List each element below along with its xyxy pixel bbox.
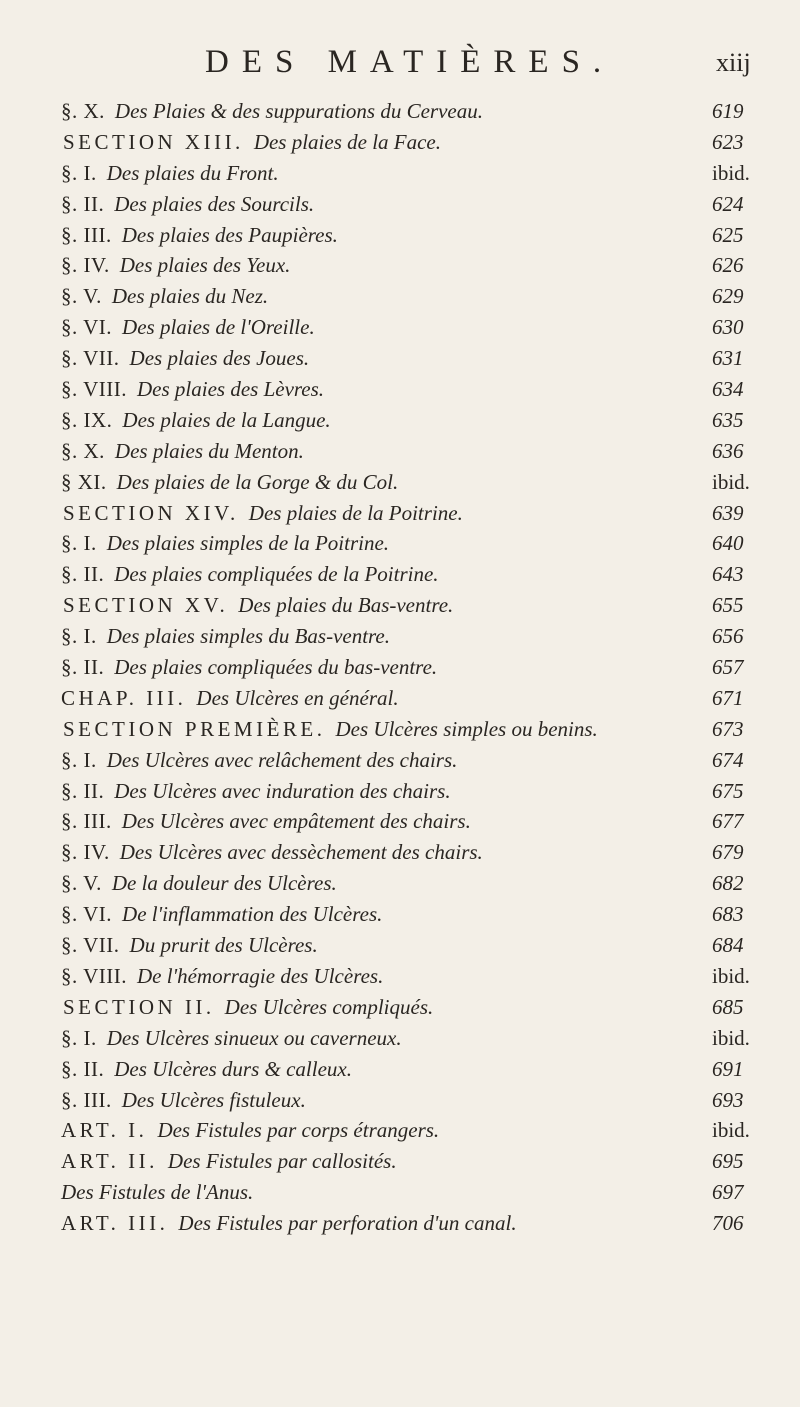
toc-entry: [0, 281, 800, 312]
entry-page-number: ibid.: [712, 963, 750, 988]
entry-number: ART. III.: [61, 1211, 169, 1236]
toc-entry: [0, 1054, 800, 1085]
entry-title: Des plaies des Joues.: [129, 346, 310, 371]
entry-page-number: 671: [712, 685, 744, 710]
entry-title: Des plaies des Yeux.: [119, 253, 291, 278]
entry-number: CHAP. III.: [61, 685, 187, 710]
entry-number: §. II.: [61, 562, 105, 587]
toc-entry: [0, 1085, 800, 1116]
toc-entry: [0, 528, 800, 559]
toc-entry: [0, 1177, 800, 1208]
entry-page-number: 673: [712, 716, 744, 741]
entry-number: §. VIII.: [61, 377, 128, 402]
toc-entry: [0, 343, 800, 374]
entry-page-number: 683: [712, 902, 744, 927]
entry-title: Des Ulcères durs & calleux.: [114, 1056, 352, 1081]
entry-page-number: 677: [712, 809, 744, 834]
entry-page-number: ibid.: [712, 469, 750, 494]
toc-entry: [0, 96, 800, 127]
entry-number: §. V.: [61, 871, 102, 896]
entry-page-number: 655: [712, 593, 744, 618]
entry-title: Des Fistules par perforation d'un canal.: [178, 1211, 517, 1236]
toc-entry: [0, 961, 800, 992]
entry-number: §. I.: [61, 531, 97, 556]
entry-title: Des Ulcères simples ou benins.: [335, 716, 598, 741]
entry-page-number: 657: [712, 655, 744, 680]
entry-number: SECTION XV.: [63, 593, 229, 618]
entry-title: De la douleur des Ulcères.: [111, 871, 337, 896]
entry-page-number: 695: [712, 1149, 744, 1174]
entry-title: Des plaies de la Poitrine.: [248, 500, 463, 525]
toc-entry: [0, 992, 800, 1023]
toc-entry: [0, 189, 800, 220]
entry-title: Des plaies du Front.: [106, 160, 279, 185]
entry-title: Des plaies du Bas-ventre.: [238, 593, 454, 618]
entry-page-number: 624: [712, 191, 744, 216]
entry-page-number: ibid.: [712, 1118, 750, 1143]
entry-page-number: 643: [712, 562, 744, 587]
toc-entry: [0, 405, 800, 436]
entry-title: Des Ulcères avec relâchement des chairs.: [106, 747, 458, 772]
toc-entry: [0, 776, 800, 807]
entry-page-number: 679: [712, 840, 744, 865]
entry-page-number: 693: [712, 1087, 744, 1112]
toc-entry: [0, 312, 800, 343]
entry-number: §. I.: [61, 624, 97, 649]
toc-entry: [0, 1208, 800, 1239]
entry-page-number: 639: [712, 500, 744, 525]
entry-page-number: 682: [712, 871, 744, 896]
entry-title: Des plaies compliquées de la Poitrine.: [114, 562, 439, 587]
entry-title: Des Fistules de l'Anus.: [61, 1180, 254, 1205]
entry-title: Des plaies des Sourcils.: [114, 191, 315, 216]
toc-entry: [0, 837, 800, 868]
entry-page-number: 636: [712, 438, 744, 463]
entry-number: §. X.: [61, 438, 105, 463]
entry-title: Des plaies de la Gorge & du Col.: [116, 469, 399, 494]
entry-number: SECTION PREMIÈRE.: [63, 716, 326, 741]
entry-title: Des Ulcères avec empâtement des chairs.: [121, 809, 471, 834]
toc-entry: [0, 374, 800, 405]
toc-entry: [0, 683, 800, 714]
entry-number: §. VI.: [61, 902, 113, 927]
toc-entry: [0, 868, 800, 899]
toc-entry: [0, 250, 800, 281]
toc-entry: [0, 621, 800, 652]
toc-entry: [0, 899, 800, 930]
entry-title: De l'hémorragie des Ulcères.: [137, 963, 384, 988]
entry-number: §. IV.: [61, 253, 110, 278]
toc-entry: [0, 467, 800, 498]
entry-page-number: 674: [712, 747, 744, 772]
entry-title: Du prurit des Ulcères.: [129, 933, 318, 958]
entry-title: Des Ulcères fistuleux.: [121, 1087, 306, 1112]
toc-entry: [0, 806, 800, 837]
entry-page-number: 619: [712, 99, 744, 123]
entry-number: §. III.: [61, 222, 112, 247]
entry-page-number: ibid.: [712, 1025, 750, 1050]
entry-number: §. I.: [61, 747, 97, 772]
toc-entry: [0, 127, 800, 158]
entry-title: Des Ulcères avec dessèchement des chairs.: [119, 840, 483, 865]
entry-title: Des Ulcères en général.: [196, 685, 399, 710]
entry-title: Des Ulcères avec induration des chairs.: [114, 778, 451, 803]
toc-entry: [0, 436, 800, 467]
toc-entry: [0, 158, 800, 189]
entry-page-number: 691: [712, 1056, 744, 1081]
entry-title: Des plaies de la Face.: [253, 129, 442, 154]
entry-number: §. X.: [61, 99, 105, 123]
entry-page-number: 656: [712, 624, 744, 649]
entry-number: SECTION II.: [63, 994, 215, 1019]
entry-number: § XI.: [61, 469, 107, 494]
entry-title: Des Plaies & des suppurations du Cerveau.: [114, 99, 483, 123]
toc-entry: [0, 652, 800, 683]
entry-number: §. I.: [61, 160, 97, 185]
entry-title: Des plaies du Menton.: [114, 438, 304, 463]
toc-entry: [0, 1023, 800, 1054]
toc-entry: [0, 745, 800, 776]
entry-number: §. IV.: [61, 840, 110, 865]
entry-number: §. II.: [61, 655, 105, 680]
entry-page-number: 634: [712, 377, 744, 402]
toc-entry: [0, 1146, 800, 1177]
toc-entry: [0, 220, 800, 251]
entry-title: Des Fistules par corps étrangers.: [157, 1118, 440, 1143]
toc-entry: [0, 559, 800, 590]
toc-entry: [0, 1115, 800, 1146]
entry-title: Des plaies simples de la Poitrine.: [106, 531, 390, 556]
entry-number: §. VII.: [61, 933, 120, 958]
table-of-contents: [0, 96, 800, 1239]
entry-title: De l'inflammation des Ulcères.: [122, 902, 383, 927]
entry-number: §. VI.: [61, 315, 113, 340]
entry-number: §. IX.: [61, 407, 113, 432]
entry-page-number: 630: [712, 315, 744, 340]
toc-entry: [0, 498, 800, 529]
entry-page-number: 675: [712, 778, 744, 803]
entry-title: Des plaies du Nez.: [111, 284, 269, 309]
entry-number: §. III.: [61, 809, 112, 834]
entry-page-number: 626: [712, 253, 744, 278]
entry-page-number: 640: [712, 531, 744, 556]
toc-entry: [0, 590, 800, 621]
entry-number: ART. II.: [61, 1149, 158, 1174]
entry-title: Des plaies des Paupières.: [121, 222, 338, 247]
running-head: [0, 38, 800, 88]
entry-number: §. III.: [61, 1087, 112, 1112]
entry-page-number: ibid.: [712, 160, 750, 185]
entry-title: Des Ulcères compliqués.: [224, 994, 434, 1019]
entry-number: §. VII.: [61, 346, 120, 371]
entry-page-number: 625: [712, 222, 744, 247]
entry-number: §. V.: [61, 284, 102, 309]
entry-title: Des Fistules par callosités.: [167, 1149, 397, 1174]
entry-number: SECTION XIII.: [63, 129, 244, 154]
entry-number: §. II.: [61, 1056, 105, 1081]
entry-number: SECTION XIV.: [63, 500, 239, 525]
entry-title: Des plaies compliquées du bas-ventre.: [114, 655, 438, 680]
entry-page-number: 685: [712, 994, 744, 1019]
entry-title: Des plaies de l'Oreille.: [122, 315, 315, 340]
page-number: xiij: [716, 48, 751, 77]
entry-title: Des plaies simples du Bas-ventre.: [106, 624, 391, 649]
entry-page-number: 697: [712, 1180, 744, 1205]
entry-title: Des Ulcères sinueux ou caverneux.: [106, 1025, 402, 1050]
toc-entry: [0, 714, 800, 745]
entry-page-number: 629: [712, 284, 744, 309]
entry-page-number: 635: [712, 407, 744, 432]
entry-number: §. II.: [61, 191, 105, 216]
entry-page-number: 631: [712, 346, 744, 371]
entry-page-number: 684: [712, 933, 744, 958]
entry-title: Des plaies des Lèvres.: [137, 377, 325, 402]
entry-number: ART. I.: [61, 1118, 148, 1143]
entry-number: §. II.: [61, 778, 105, 803]
entry-page-number: 706: [712, 1211, 744, 1236]
entry-number: §. VIII.: [61, 963, 128, 988]
entry-page-number: 623: [712, 129, 744, 154]
entry-title: Des plaies de la Langue.: [122, 407, 331, 432]
running-title: DES MATIÈRES.: [205, 44, 615, 80]
toc-entry: [0, 930, 800, 961]
entry-number: §. I.: [61, 1025, 97, 1050]
